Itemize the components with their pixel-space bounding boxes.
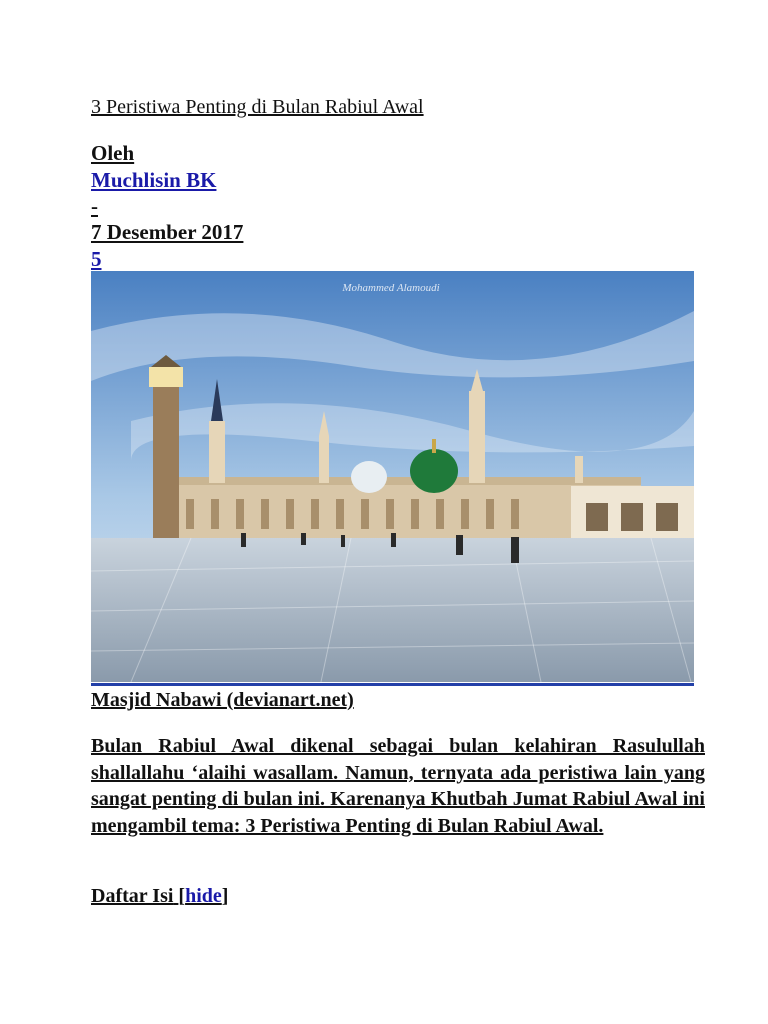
meta-separator: - <box>91 194 98 218</box>
table-of-contents <box>91 885 228 908</box>
author-label: Oleh <box>91 141 135 165</box>
image-caption: Masjid Nabawi (devianart.net) <box>91 689 354 711</box>
comment-count-link[interactable]: 5 <box>91 247 102 271</box>
post-date: 7 Desember 2017 <box>91 220 244 244</box>
toc-bracket-close: ] <box>221 885 229 907</box>
author-link[interactable]: Muchlisin BK <box>91 168 217 192</box>
masjid-nabawi-photo <box>91 271 694 682</box>
article-intro: Bulan Rabiul Awal dikenal sebagai bulan kelahiran Rasulullah shallallahu ‘alaihi wasallam. Namun, ternyata ada peristiwa lain yang sangat penting di bulan ini. Karenanya Khutbah Jumat Rabiul Awal ini mengambil tema: 3 Peristiwa Penting di Bulan Rabiul Awal. <box>91 735 705 837</box>
toc-bracket-open: [ <box>178 885 186 907</box>
toc-hide-toggle[interactable]: hide <box>185 885 222 907</box>
photo-divider <box>91 683 694 686</box>
article-title: 3 Peristiwa Penting di Bulan Rabiul Awal <box>91 96 424 118</box>
toc-label: Daftar Isi <box>91 885 174 907</box>
photo-watermark: Mohammed Alamoudi <box>342 282 440 294</box>
